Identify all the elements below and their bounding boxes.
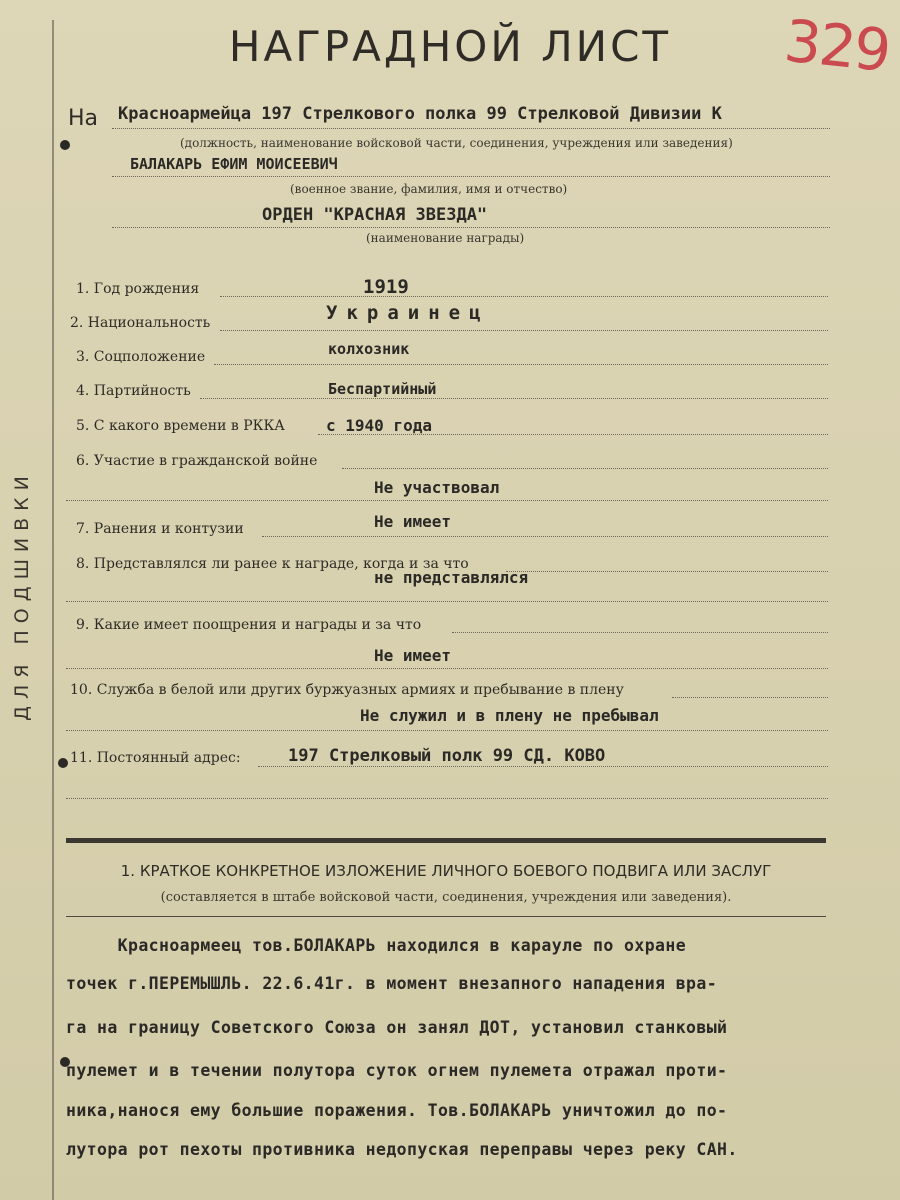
- field-value-birth-year: 1919: [363, 276, 409, 298]
- narrative-line: пулемет и в течении полутора суток огнем пулемета отражал проти-: [66, 1061, 728, 1080]
- field-line: [200, 398, 828, 399]
- field-value-social-status: колхозник: [328, 340, 410, 358]
- field-value-civil-war: Не участвовал: [374, 478, 500, 497]
- field-value-white-army: Не служил и в плену не пребывал: [360, 706, 659, 725]
- field-line: [220, 296, 828, 297]
- field-value-nationality: Украинец: [326, 302, 490, 324]
- narrative-line: лутора рот пехоты противника недопуская переправы через реку САН.: [66, 1140, 738, 1159]
- field-label-prior-awards: 8. Представлялся ли ранее к награде, когда и за что: [76, 556, 469, 572]
- award-value: ОРДЕН "КРАСНАЯ ЗВЕЗДА": [262, 205, 488, 225]
- field-value-rkka-since: с 1940 года: [326, 416, 432, 435]
- field-label-incentives: 9. Какие имеет поощрения и награды и за что: [76, 617, 422, 633]
- name-value: БАЛАКАРЬ ЕФИМ МОИСЕЕВИЧ: [130, 155, 338, 173]
- section-title: 1. КРАТКОЕ КОНКРЕТНОЕ ИЗЛОЖЕНИЕ ЛИЧНОГО БОЕВОГО ПОДВИГА ИЛИ ЗАСЛУГ: [120, 862, 772, 880]
- field-line: [220, 330, 828, 331]
- field-line: [506, 571, 828, 572]
- field-value-wounds: Не имеет: [374, 512, 452, 531]
- form-title: НАГРАДНОЙ ЛИСТ: [228, 22, 672, 71]
- narrative-line: точек г.ПЕРЕМЫШЛЬ. 22.6.41г. в момент внезапного нападения вра-: [66, 974, 718, 993]
- field-label-civil-war: 6. Участие в гражданской войне: [76, 453, 318, 469]
- field-line: [66, 601, 828, 602]
- name-caption: (военное звание, фамилия, имя и отчество): [290, 182, 568, 196]
- section-note: (составляется в штабе войсковой части, соединения, учреждения или заведения).: [160, 890, 732, 905]
- field-value-party: Беспартийный: [328, 380, 437, 398]
- field-label-birth-year: 1. Год рождения: [76, 281, 200, 297]
- field-label-white-army: 10. Служба в белой или других буржуазных армиях и пребывание в плену: [70, 682, 624, 698]
- field-label-nationality: 2. Национальность: [70, 315, 211, 331]
- position-value: Красноармейца 197 Стрелкового полка 99 Стрелковой Дивизии К: [118, 104, 722, 124]
- narrative-line: га на границу Советского Союза он занял ДОТ, установил станковый: [66, 1018, 728, 1037]
- field-label-social-status: 3. Соцположение: [76, 349, 206, 365]
- field-line: [452, 632, 828, 633]
- field-line: [262, 536, 828, 537]
- position-caption: (должность, наименование войсковой части, соединения, учреждения или заведения): [180, 136, 733, 150]
- narrative-line: Красноармеец тов.БОЛАКАРЬ находился в карауле по охране: [66, 936, 687, 955]
- binding-margin-line: [52, 20, 54, 1200]
- field-line: [66, 668, 828, 669]
- binding-hole: [60, 140, 70, 150]
- field-line: [66, 798, 828, 799]
- binding-label: ДЛЯ ПОДШИВКИ: [11, 469, 34, 721]
- archive-number-handwritten: 329: [781, 6, 893, 86]
- award-line: [112, 227, 830, 228]
- section-underline: [66, 916, 826, 917]
- field-line: [342, 468, 828, 469]
- field-value-address: 197 Стрелковый полк 99 СД. КОВО: [288, 746, 606, 766]
- field-line: [672, 697, 828, 698]
- name-line: [112, 176, 830, 177]
- field-label-rkka-since: 5. С какого времени в РККА: [76, 418, 285, 434]
- field-line: [258, 766, 828, 767]
- position-line: [112, 128, 830, 129]
- section-divider: [66, 838, 826, 843]
- na-label: На: [68, 106, 99, 131]
- field-line: [66, 730, 828, 731]
- award-caption: (наименование награды): [366, 231, 525, 245]
- field-line: [66, 500, 828, 501]
- narrative-line: ника,нанося ему большие поражения. Тов.БОЛАКАРЬ уничтожил до по-: [66, 1101, 728, 1120]
- field-label-wounds: 7. Ранения и контузии: [76, 521, 244, 537]
- field-value-prior-awards: не представлялся: [374, 568, 529, 587]
- field-label-address: 11. Постоянный адрес:: [70, 750, 241, 766]
- field-value-incentives: Не имеет: [374, 646, 452, 665]
- field-line: [214, 364, 828, 365]
- field-label-party: 4. Партийность: [76, 383, 191, 399]
- binding-hole: [58, 758, 68, 768]
